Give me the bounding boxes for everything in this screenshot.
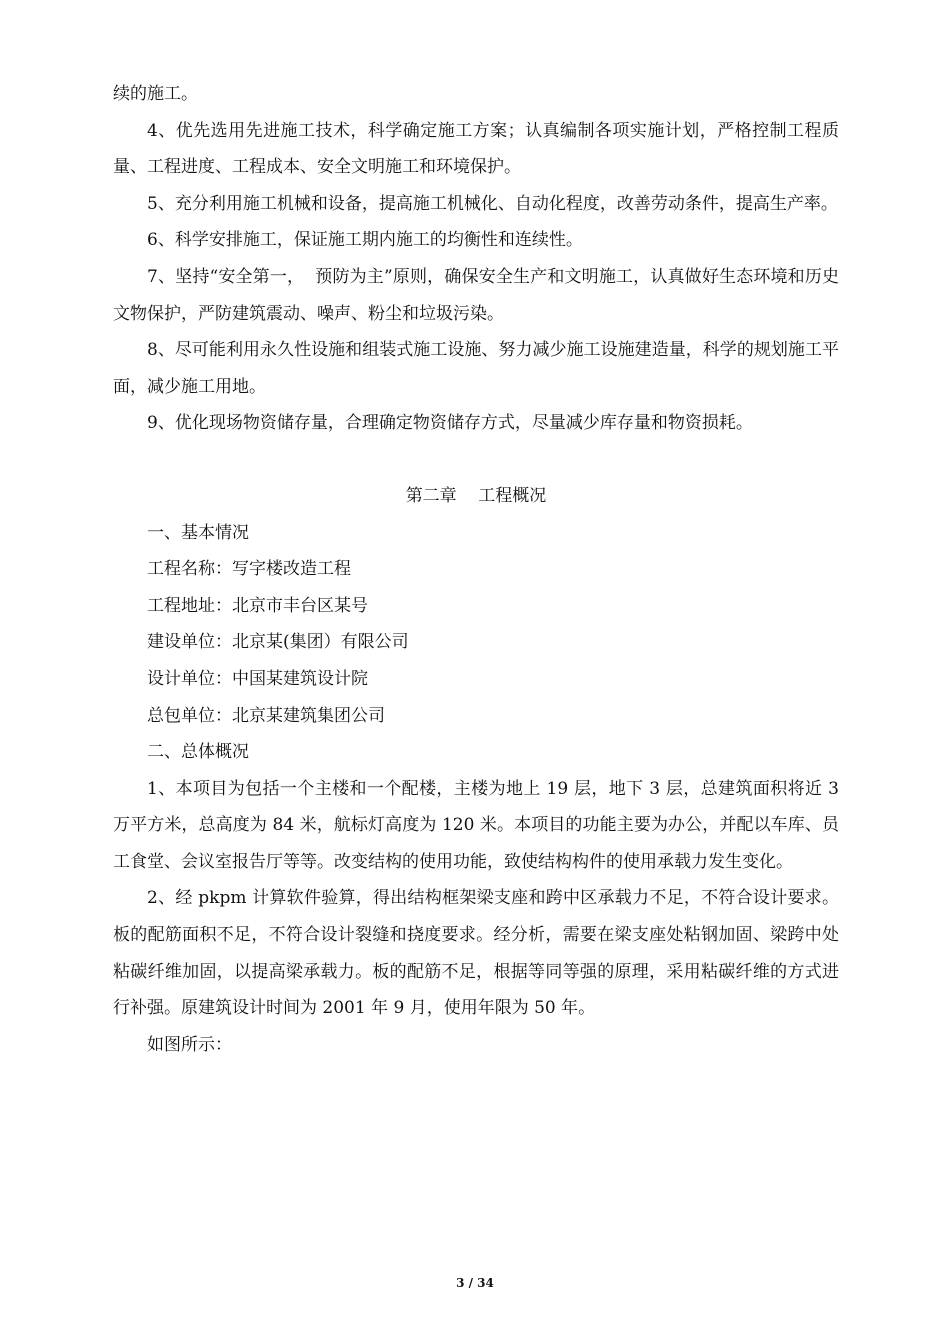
principle-paragraph: 9、优化现场物资储存量，合理确定物资储存方式，尽量减少库存量和物资损耗。: [147, 413, 753, 434]
section-heading: 二、总体概况: [147, 742, 249, 763]
overview-paragraph: 1、本项目为包括一个主楼和一个配楼，主楼为地上 19 层，地下 3 层，总建筑面积将近 3 万平方米，总高度为 84 米，航标灯高度为 120 米。本项目的功能主要为办公，并配以车库、员工食堂、会议室报告厅等等。改变结构的使用功能，致使结构构件的使用承载力发生变化。: [113, 778, 839, 872]
page-number: 3 / 34: [456, 1276, 494, 1290]
document-page: [113, 76, 839, 1063]
overview-paragraph: 2、经 pkpm 计算软件验算，得出结构框架梁支座和跨中区承载力不足，不符合设计要求。板的配筋面积不足，不符合设计裂缝和挠度要求。经分析，需要在梁支座处粘钢加固、梁跨中处粘碳纤维加固，以提高梁承载力。板的配筋不足，根据等同等强的原理，采用粘碳纤维的方式进行补强。原建筑设计时间为 2001 年 9 月，使用年限为 50 年。: [113, 888, 839, 1019]
info-line: 工程地址：北京市丰台区某号: [147, 595, 368, 616]
info-line: 设计单位：中国某建筑设计院: [147, 668, 368, 689]
principle-paragraph: 5、充分利用施工机械和设备，提高施工机械化、自动化程度，改善劳动条件，提高生产率。: [147, 193, 838, 214]
info-line: 建设单位：北京某(集团）有限公司: [147, 632, 409, 653]
principle-paragraph: 8、尽可能利用永久性设施和组装式施工设施、努力减少施工设施建造量，科学的规划施工平面，减少施工用地。: [113, 340, 839, 397]
figure-caption: 如图所示：: [147, 1034, 232, 1055]
continuation-text: 续的施工。: [113, 84, 198, 104]
principle-paragraph: 6、科学安排施工，保证施工期内施工的均衡性和连续性。: [147, 230, 583, 251]
info-line: 总包单位：北京某建筑集团公司: [147, 705, 385, 726]
section-heading: 一、基本情况: [147, 522, 249, 543]
principle-paragraph: 4、优先选用先进施工技术，科学确定施工方案；认真编制各项实施计划，严格控制工程质量、工程进度、工程成本、安全文明施工和环境保护。: [113, 120, 839, 178]
chapter-title: 第二章 工程概况: [405, 485, 547, 506]
principle-paragraph: 7、坚持“安全第一， 预防为主”原则，确保安全生产和文明施工，认真做好生态环境和历史文物保护，严防建筑震动、噪声、粉尘和垃圾污染。: [113, 266, 839, 324]
info-line: 工程名称：写字楼改造工程: [147, 559, 351, 580]
